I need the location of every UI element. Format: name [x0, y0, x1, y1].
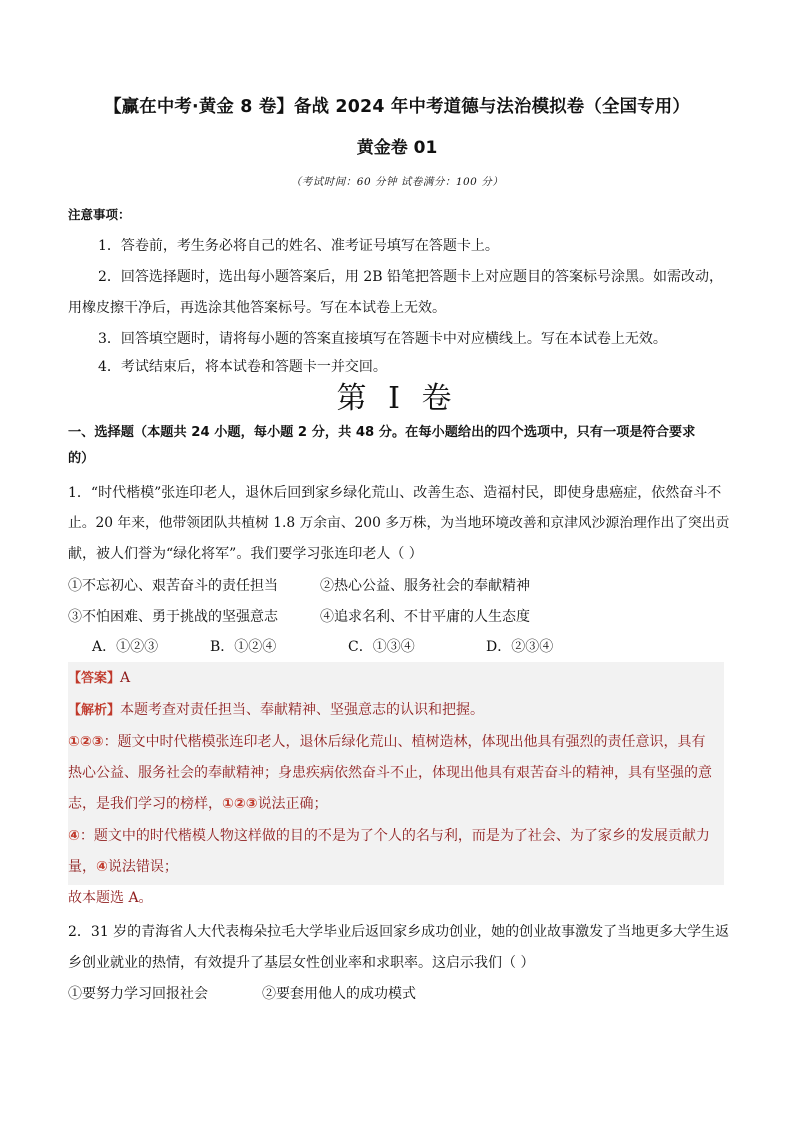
statement: ②热心公益、服务社会的奉献精神	[320, 578, 530, 594]
section-heading: 第 I 卷	[336, 381, 458, 416]
analysis-line	[68, 701, 484, 720]
analysis-lead: ①②③	[68, 734, 104, 750]
question-1-text: 止。20 年来，他带领团队共植树 1.8 万余亩、200 多万株，为当地环境改善和京津风沙源治理作出了突出贡	[68, 515, 730, 531]
analysis-text: 说法正确；	[257, 796, 328, 812]
exam-title: 【赢在中考·黄金 8 卷】备战 2024 年中考道德与法治模拟卷（全国专用）	[104, 97, 690, 117]
statement: ①不忘初心、艰苦奋斗的责任担当	[68, 578, 278, 594]
notice-item: 3．回答填空题时，请将每小题的答案直接填写在答题卡中对应横线上。写在本试卷上无效。	[98, 331, 667, 347]
analysis-conclusion: 故本题选 A。	[68, 890, 153, 906]
analysis-lead: ④	[96, 859, 108, 875]
question-2-text: 2．31 岁的青海省人大代表梅朵拉毛大学毕业后返回家乡成功创业，她的创业故事激发了当地更多大学生返	[68, 924, 730, 940]
statement: ②要套用他人的成功模式	[262, 986, 416, 1002]
notice-item: 1．答卷前，考生务必将自己的姓名、准考证号填写在答题卡上。	[98, 238, 499, 254]
answer-tag: 【答案】	[68, 671, 121, 686]
option-b: B．①②④	[210, 639, 277, 655]
statement: ③不怕困难、勇于挑战的坚强意志	[68, 609, 278, 625]
answer-value: A	[120, 670, 131, 686]
statement: ④追求名利、不甘平庸的人生态度	[320, 609, 530, 625]
analysis-text: 志，是我们学习的榜样，	[68, 796, 222, 812]
section-intro-cont: 的）	[68, 451, 95, 466]
analysis-paragraph	[68, 733, 706, 751]
analysis-paragraph	[68, 858, 178, 876]
analysis-text: 本题考查对责任担当、奉献精神、坚强意志的认识和把握。	[120, 702, 485, 718]
analysis-paragraph	[68, 827, 710, 845]
exam-info: （考试时间：60 分钟 试卷满分：100 分）	[290, 176, 504, 188]
analysis-text: ：题文中时代楷模张连印老人，退休后绿化荒山、植树造林，体现出他具有强烈的责任意识，具有	[103, 734, 706, 750]
question-1-text: 1．“时代楷模”张连印老人，退休后回到家乡绿化荒山、改善生态、造福村民，即使身患癌症，依然奋斗不	[68, 485, 722, 501]
analysis-lead: ④	[68, 828, 80, 844]
exam-subtitle: 黄金卷 01	[356, 138, 438, 158]
question-2-text: 乡创业就业的热情，有效提升了基层女性创业率和求职率。这启示我们（ ）	[68, 955, 535, 971]
answer-line	[68, 669, 130, 688]
analysis-text: 热心公益、服务社会的奉献精神；身患疾病依然奋斗不止，体现出他具有艰苦奋斗的精神，具有坚强的意	[68, 765, 712, 781]
notice-item: 用橡皮擦干净后，再选涂其他答案标号。写在本试卷上无效。	[68, 300, 446, 316]
analysis-paragraph	[68, 795, 328, 813]
analysis-text: ：题文中的时代楷模人物这样做的目的不是为了个人的名与利，而是为了社会、为了家乡的发展贡献力	[79, 828, 710, 844]
section-intro: 一、选择题（本题共 24 小题，每小题 2 分，共 48 分。在每小题给出的四个选项中，只有一项是符合要求	[68, 425, 696, 440]
analysis-lead: ①②③	[222, 796, 258, 812]
notice-item: 2．回答选择题时，选出每小题答案后，用 2B 铅笔把答题卡上对应题目的答案标号涂黑。如需改动，	[98, 269, 724, 285]
notice-title: 注意事项：	[68, 207, 131, 222]
analysis-text: 说法错误；	[107, 859, 178, 875]
option-c: C．①③④	[348, 639, 415, 655]
statement: ①要努力学习回报社会	[68, 986, 208, 1002]
notice-item: 4．考试结束后，将本试卷和答题卡一并交回。	[98, 359, 387, 375]
analysis-text: 量，	[68, 859, 96, 875]
analysis-tag: 【解析】	[68, 703, 121, 718]
question-1-text: 献，被人们誉为“绿化将军”。我们要学习张连印老人（ ）	[68, 546, 423, 562]
option-a: A．①②③	[92, 639, 159, 655]
option-d: D．②③④	[486, 639, 554, 655]
